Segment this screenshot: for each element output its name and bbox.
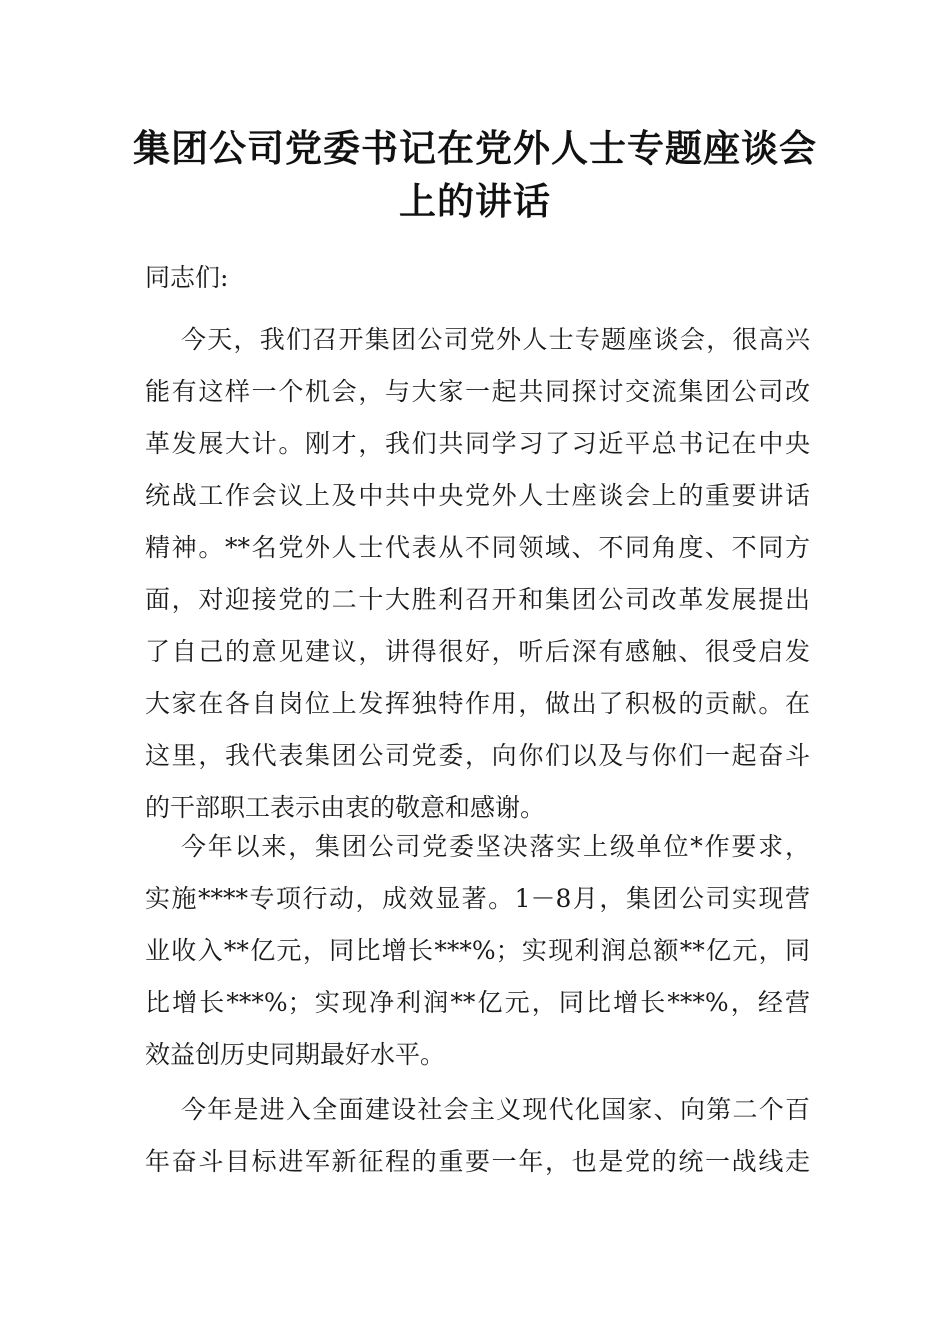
paragraph-line: 大家在各自岗位上发挥独特作用，做出了积极的贡献。在	[145, 689, 810, 718]
paragraph-line: 今年以来，集团公司党委坚决落实上级单位*作要求，	[181, 832, 810, 861]
title-line: 上的讲话	[399, 179, 551, 223]
paragraph-line: 效益创历史同期最好水平。	[145, 1040, 446, 1069]
paragraph-line: 今天，我们召开集团公司党外人士专题座谈会，很高兴	[181, 325, 810, 354]
paragraph-line: 的干部职工表示由衷的敬意和感谢。	[145, 793, 546, 822]
paragraph-line: 统战工作会议上及中共中央党外人士座谈会上的重要讲话	[145, 481, 810, 510]
paragraph-line: 这里，我代表集团公司党委，向你们以及与你们一起奋斗	[145, 741, 810, 770]
paragraph-line: 能有这样一个机会，与大家一起共同探讨交流集团公司改	[145, 377, 810, 406]
paragraph-line: 面，对迎接党的二十大胜利召开和集团公司改革发展提出	[145, 585, 810, 614]
paragraph-line: 年奋斗目标进军新征程的重要一年，也是党的统一战线走	[145, 1147, 810, 1176]
document-title	[130, 122, 820, 228]
paragraph-3	[145, 1084, 810, 1188]
salutation-text: 同志们:	[145, 263, 229, 292]
paragraph-line: 革发展大计。刚才，我们共同学习了习近平总书记在中央	[145, 429, 810, 458]
paragraph-line: 精神。**名党外人士代表从不同领域、不同角度、不同方	[145, 533, 810, 562]
paragraph-line: 了自己的意见建议，讲得很好，听后深有感触、很受启发	[145, 637, 810, 666]
title-line: 集团公司党委书记在党外人士专题座谈会	[133, 126, 817, 170]
paragraph-1	[145, 314, 810, 834]
paragraph-line: 业收入**亿元，同比增长***%；实现利润总额**亿元，同	[145, 936, 810, 965]
paragraph-line: 今年是进入全面建设社会主义现代化国家、向第二个百	[181, 1095, 810, 1124]
paragraph-line: 实施****专项行动，成效显著。1－8月，集团公司实现营	[145, 884, 810, 913]
paragraph-2	[145, 821, 810, 1081]
salutation	[145, 252, 810, 304]
paragraph-line: 比增长***%；实现净利润**亿元，同比增长***%，经营	[145, 988, 810, 1017]
